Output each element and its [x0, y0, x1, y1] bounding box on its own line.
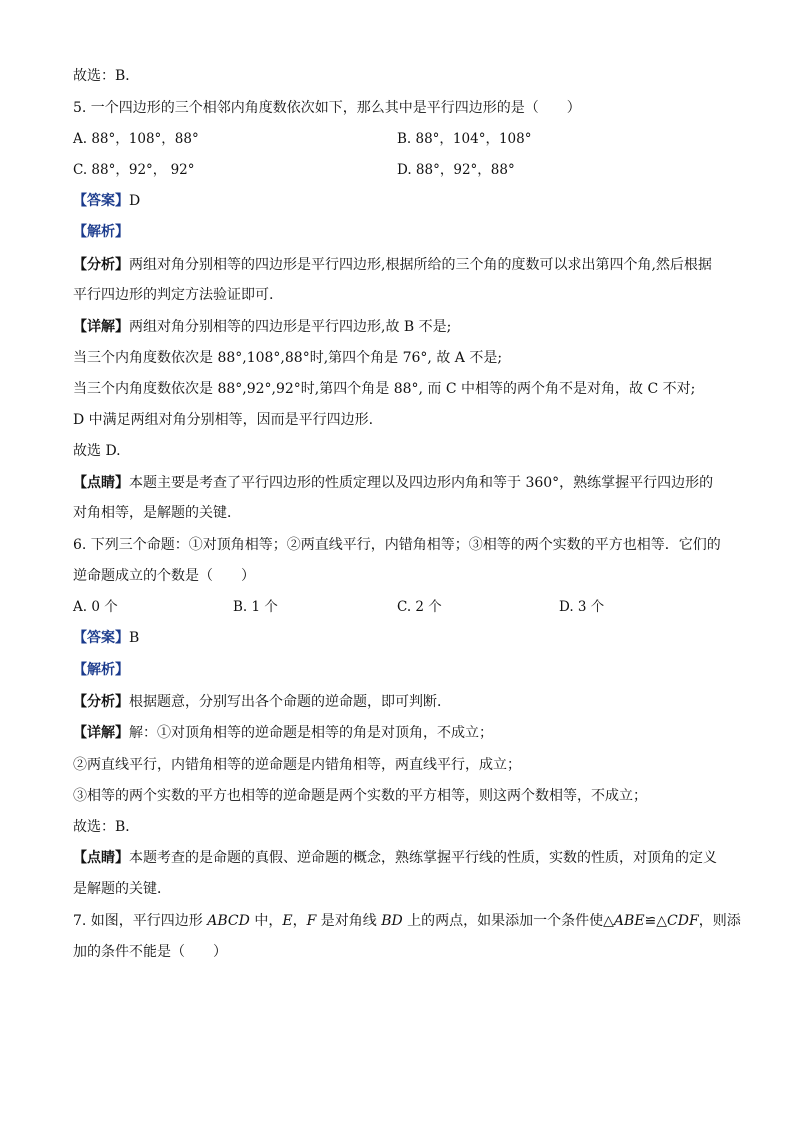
answer-value: D [129, 193, 141, 209]
comment-text: 本题主要是考查了平行四边形的性质定理以及四边形内角和等于 360°，熟练掌握平行四边形的 [129, 475, 714, 491]
text-line: 故选：B． [73, 819, 140, 835]
text-line: 故选 D. [73, 443, 121, 459]
option-c: C. 88°，92°， 92° [73, 162, 195, 178]
text-line: 当三个内角度数依次是 88°,92°,92°时,第四个角是 88°, 而 C 中相等的两个角不是对角，故 C 不对; [73, 381, 696, 397]
q7-var: ABE [613, 913, 645, 929]
q7-text: ≌△ [644, 913, 668, 929]
answer-line [73, 628, 139, 648]
detail-tag: 【详解】 [73, 319, 129, 335]
answer-value: B [129, 630, 140, 646]
q7-var: BD [381, 913, 403, 929]
comment-tag: 【点睛】 [73, 475, 129, 491]
q7-text: ，则添 [698, 913, 741, 929]
fenxi-tag: 【分析】 [73, 694, 129, 710]
option-b: B. 88°，104°，108° [397, 131, 532, 147]
q7-text: 上的两点，如果添加一个条件使△ [402, 913, 614, 929]
question-6: 6. 下列三个命题：①对顶角相等；②两直线平行，内错角相等；③相等的两个实数的平方也相等．它们的 [73, 537, 721, 553]
analysis-line [73, 255, 712, 275]
answer-line [73, 191, 140, 211]
question-5: 5. 一个四边形的三个相邻内角度数依次如下，那么其中是平行四边形的是（ ） [73, 100, 581, 116]
text-line: ③相等的两个实数的平方也相等的逆命题是两个实数的平方相等，则这两个数相等，不成立； [73, 788, 647, 804]
comment-line [73, 848, 717, 868]
option-c: C. 2 个 [397, 599, 442, 615]
analysis-tag: 【解析】 [73, 662, 129, 678]
text-line: D 中满足两组对角分别相等，因而是平行四边形. [73, 412, 374, 428]
q7-text: 中， [249, 913, 283, 929]
text-line: 平行四边形的判定方法验证即可. [73, 287, 274, 303]
detail-line [73, 723, 493, 743]
analysis-tag: 【解析】 [73, 224, 129, 240]
q7-text: 是对角线 [316, 913, 382, 929]
q7-var: F [306, 913, 317, 929]
fenxi-tag: 【分析】 [73, 257, 129, 273]
analysis-heading [73, 660, 129, 680]
q7-text: 7. 如图，平行四边形 [73, 913, 208, 929]
comment-tag: 【点睛】 [73, 850, 129, 866]
q7-var: E [282, 913, 293, 929]
q7-var: ABCD [207, 913, 250, 929]
text-line: 是解题的关键． [73, 881, 171, 897]
text-line: 对角相等，是解题的关键． [73, 505, 241, 521]
text-line: 加的条件不能是（ ） [73, 944, 227, 960]
analysis-heading [73, 222, 129, 242]
option-b: B. 1 个 [233, 599, 278, 615]
option-a: A. 88°，108°，88° [73, 131, 199, 147]
option-d: D. 3 个 [559, 599, 605, 615]
q7-var: CDF [667, 913, 699, 929]
comment-text: 本题考查的是命题的真假、逆命题的概念，熟练掌握平行线的性质，实数的性质，对顶角的定义 [129, 850, 717, 866]
detail-text: 解：①对顶角相等的逆命题是相等的角是对顶角，不成立； [129, 725, 493, 741]
text-line: 故选：B． [73, 68, 140, 84]
question-7 [73, 911, 741, 931]
fenxi-text: 两组对角分别相等的四边形是平行四边形,根据所给的三个角的度数可以求出第四个角,然后根据 [129, 257, 712, 273]
answer-tag: 【答案】 [73, 630, 129, 646]
text-line: 当三个内角度数依次是 88°,108°,88°时,第四个角是 76°, 故 A 不是; [73, 350, 503, 366]
option-d: D. 88°，92°，88° [397, 162, 515, 178]
q7-text: ， [292, 913, 307, 929]
answer-tag: 【答案】 [73, 193, 129, 209]
detail-text: 两组对角分别相等的四边形是平行四边形,故 B 不是; [129, 319, 452, 335]
option-a: A. 0 个 [73, 599, 118, 615]
analysis-line [73, 692, 451, 712]
text-line: 逆命题成立的个数是（ ） [73, 568, 255, 584]
fenxi-text: 根据题意，分别写出各个命题的逆命题，即可判断． [129, 694, 451, 710]
detail-line [73, 317, 451, 337]
detail-tag: 【详解】 [73, 725, 129, 741]
text-line: ②两直线平行，内错角相等的逆命题是内错角相等，两直线平行，成立； [73, 757, 521, 773]
comment-line [73, 473, 713, 493]
